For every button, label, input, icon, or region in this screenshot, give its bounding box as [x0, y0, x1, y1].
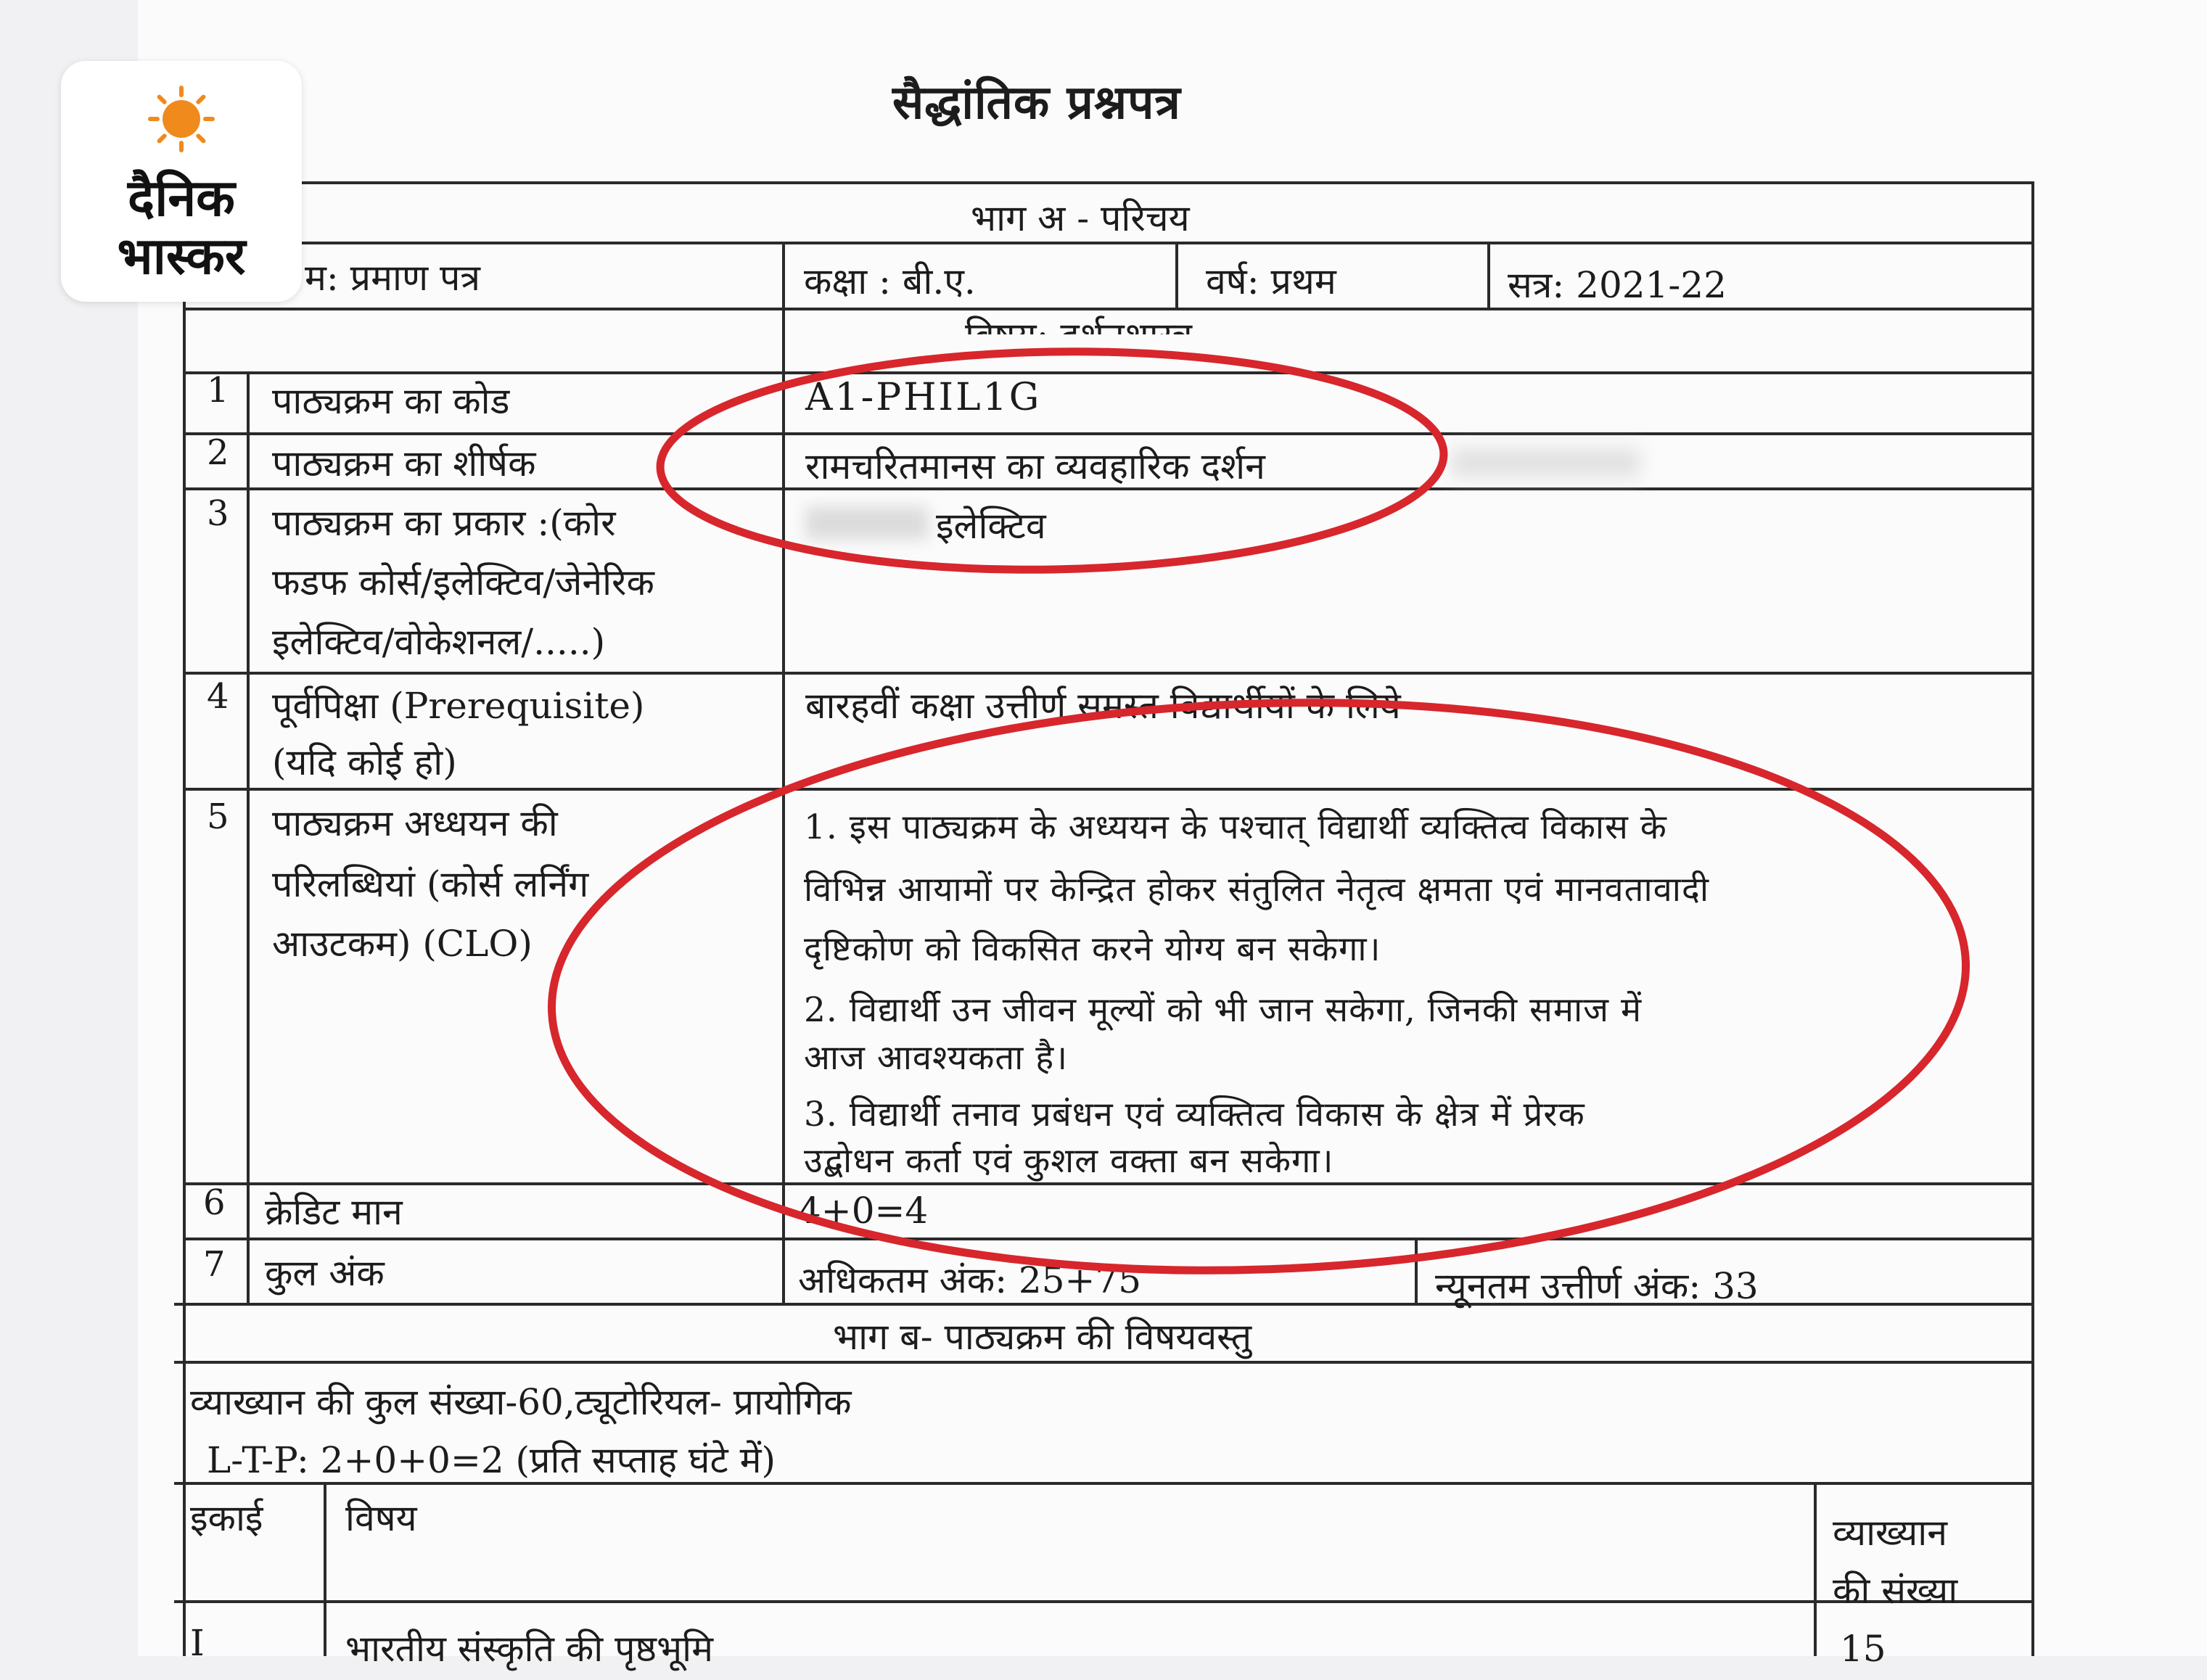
min-marks-value: न्यूनतम उत्तीर्ण अंक: 33 [1435, 1265, 1759, 1307]
clo-line: दृष्टिकोण को विकसित करने योग्य बन सकेगा। [804, 929, 1381, 969]
course-type-label: पाठ्यक्रम का प्रकार :(कोर [272, 502, 616, 544]
clo-line: 1. इस पाठ्यक्रम के अध्ययन के पश्चात् विद्यार्थी व्यक्तित्व विकास के [804, 807, 1667, 847]
lectures-line: व्याख्यान की कुल संख्या-60,ट्यूटोरियल- प्रायोगिक [190, 1381, 852, 1423]
credit-value: 4+0=4 [798, 1190, 929, 1232]
unit-number: I [190, 1622, 205, 1664]
row-number: 7 [203, 1244, 226, 1285]
clo-line: विभिन्न आयामों पर केन्द्रित होकर संतुलित नेतृत्व क्षमता एवं मानवतावादी [804, 870, 1710, 910]
annotation-ellipse-course-title [658, 345, 1445, 577]
row-number: 6 [203, 1182, 226, 1223]
clo-line: आज आवश्यकता है। [804, 1038, 1069, 1078]
prerequisite-label: पूर्वपिक्षा (Prerequisite) [272, 685, 645, 727]
annotation-ellipse-outcomes [542, 679, 1976, 1294]
prerequisite-value: बारहवीं कक्षा उत्तीर्ण समस्त विद्यार्थीयों के लिये [805, 685, 1401, 727]
course-type-value: इलेक्टिव [936, 505, 1046, 547]
logo-text-line1: दैनिक [128, 168, 235, 228]
program-cell: म: प्रमाण पत्र [305, 257, 480, 299]
total-marks-label: कुल अंक [265, 1252, 385, 1294]
logo-text-line2: भास्कर [117, 226, 246, 286]
course-title-label: पाठ्यक्रम का शीर्षक [272, 442, 536, 485]
year-cell: वर्ष: प्रथम [1206, 260, 1336, 302]
clo-line: 3. विद्यार्थी तनाव प्रबंधन एवं व्यक्तित्व विकास के क्षेत्र में प्रेरक [804, 1095, 1585, 1135]
row-number: 2 [207, 432, 229, 473]
document-title: सैद्धांतिक प्रश्नपत्र [892, 75, 1181, 130]
row-number: 4 [207, 676, 229, 717]
part-b-header: भाग ब- पाठ्यक्रम की विषयवस्तु [833, 1316, 1252, 1358]
row-number: 5 [207, 796, 229, 837]
course-code-label: पाठ्यक्रम का कोड [272, 380, 510, 422]
unit-lecture-count: 15 [1840, 1628, 1886, 1670]
row-number: 3 [207, 493, 229, 534]
lecture-count-header: व्याख्यान [1833, 1512, 1947, 1554]
unit-topic: भारतीय संस्कृति की पृष्ठभूमि [345, 1628, 713, 1670]
lecture-count-header: की संख्या [1833, 1570, 1958, 1612]
ltp-line: L-T-P: 2+0+0=2 (प्रति सप्ताह घंटे में) [207, 1439, 776, 1481]
clo-line: 2. विद्यार्थी उन जीवन मूल्यों को भी जान सकेगा, जिनकी समाज में [804, 990, 1643, 1030]
sun-icon [145, 83, 218, 155]
course-type-label: इलेक्टिव/वोकेशनल/.....) [272, 621, 606, 663]
prerequisite-label: (यदि कोई हो) [272, 741, 457, 783]
course-code-value: A1-PHIL1G [805, 376, 1042, 419]
session-cell: सत्र: 2021-22 [1508, 264, 1727, 306]
topic-header: विषय [345, 1497, 417, 1539]
credit-label: क्रेडिट मान [265, 1191, 403, 1233]
row-number: 1 [207, 370, 229, 411]
course-title-value: रामचरितमानस का व्यवहारिक दर्शन [805, 445, 1265, 487]
part-a-header: भाग अ - परिचय [971, 197, 1190, 239]
class-cell: कक्षा : बी.ए. [804, 260, 976, 302]
clo-label: आउटकम) (CLO) [272, 923, 533, 965]
unit-header: इकाई [190, 1497, 263, 1539]
clo-line: उद्बोधन कर्ता एवं कुशल वक्ता बन सकेगा। [804, 1141, 1334, 1181]
course-type-label: फडफ कोर्स/इलेक्टिव/जेनेरिक [272, 561, 654, 604]
clo-label: पाठ्यक्रम अध्धयन की [272, 802, 558, 844]
clo-label: परिलब्धियां (कोर्स लर्निंग [272, 863, 589, 905]
dainik-bhaskar-logo [61, 61, 302, 302]
max-marks-value: अधिकतम अंक: 25+75 [798, 1259, 1142, 1301]
